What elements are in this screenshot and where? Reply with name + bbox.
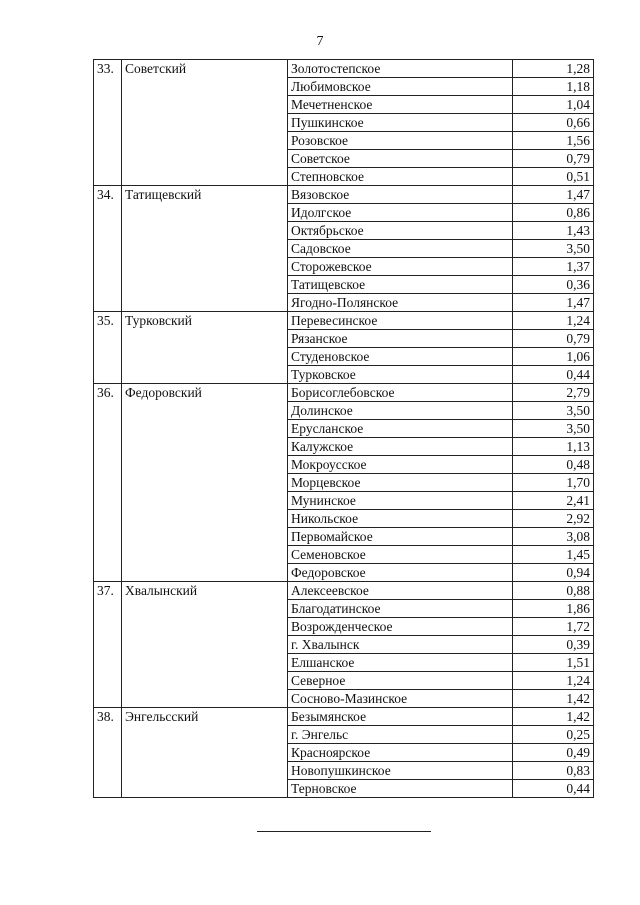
settlement-name: Степновское [288, 168, 513, 186]
footer-rule [257, 831, 431, 832]
settlement-value: 3,50 [513, 240, 594, 258]
settlement-value: 2,79 [513, 384, 594, 402]
settlement-name: Любимовское [288, 78, 513, 96]
settlement-name: Студеновское [288, 348, 513, 366]
settlement-name: Борисоглебовское [288, 384, 513, 402]
settlement-value: 1,28 [513, 60, 594, 78]
settlement-value: 1,06 [513, 348, 594, 366]
settlement-value: 1,51 [513, 654, 594, 672]
settlement-name: Долинское [288, 402, 513, 420]
settlement-value: 0,88 [513, 582, 594, 600]
settlement-name: Пушкинское [288, 114, 513, 132]
table-row [94, 582, 594, 600]
district-number: 35. [94, 312, 122, 384]
settlement-value: 0,39 [513, 636, 594, 654]
settlement-name: Советское [288, 150, 513, 168]
settlement-value: 1,42 [513, 690, 594, 708]
settlement-value: 0,49 [513, 744, 594, 762]
settlement-name: Федоровское [288, 564, 513, 582]
settlement-name: Мечетненское [288, 96, 513, 114]
district-name: Советский [122, 60, 288, 186]
settlement-value: 0,25 [513, 726, 594, 744]
district-name: Энгельсский [122, 708, 288, 798]
page-number: 7 [316, 34, 324, 49]
settlement-value: 0,44 [513, 780, 594, 798]
settlement-name: г. Хвалынск [288, 636, 513, 654]
settlement-value: 1,24 [513, 312, 594, 330]
settlement-value: 3,50 [513, 420, 594, 438]
district-number: 38. [94, 708, 122, 798]
table-row [94, 60, 594, 78]
settlement-value: 1,04 [513, 96, 594, 114]
settlement-name: Вязовское [288, 186, 513, 204]
district-number: 34. [94, 186, 122, 312]
settlement-name: Ягодно-Полянское [288, 294, 513, 312]
settlement-name: Семеновское [288, 546, 513, 564]
settlement-value: 1,86 [513, 600, 594, 618]
settlement-value: 1,56 [513, 132, 594, 150]
settlement-name: Терновское [288, 780, 513, 798]
settlement-name: Турковское [288, 366, 513, 384]
districts-table-body [94, 60, 594, 798]
settlement-value: 0,44 [513, 366, 594, 384]
district-name: Хвалынский [122, 582, 288, 708]
district-number: 37. [94, 582, 122, 708]
settlement-value: 3,08 [513, 528, 594, 546]
settlement-value: 0,48 [513, 456, 594, 474]
settlement-name: Сосново-Мазинское [288, 690, 513, 708]
settlement-value: 1,45 [513, 546, 594, 564]
settlement-name: Красноярское [288, 744, 513, 762]
settlement-value: 0,79 [513, 330, 594, 348]
settlement-value: 1,37 [513, 258, 594, 276]
settlement-value: 1,47 [513, 186, 594, 204]
settlement-name: Розовское [288, 132, 513, 150]
settlement-value: 1,18 [513, 78, 594, 96]
settlement-value: 0,36 [513, 276, 594, 294]
settlement-value: 2,41 [513, 492, 594, 510]
settlement-value: 1,42 [513, 708, 594, 726]
district-name: Федоровский [122, 384, 288, 582]
settlement-name: Перевесинское [288, 312, 513, 330]
settlement-value: 1,43 [513, 222, 594, 240]
settlement-name: Возрожденческое [288, 618, 513, 636]
district-name: Татищевский [122, 186, 288, 312]
settlement-value: 3,50 [513, 402, 594, 420]
table-row [94, 384, 594, 402]
settlement-name: Мокроусское [288, 456, 513, 474]
settlement-value: 2,92 [513, 510, 594, 528]
settlement-name: Северное [288, 672, 513, 690]
table-row [94, 708, 594, 726]
settlement-name: Первомайское [288, 528, 513, 546]
settlement-value: 1,70 [513, 474, 594, 492]
settlement-name: Ерусланское [288, 420, 513, 438]
settlement-value: 1,72 [513, 618, 594, 636]
settlement-value: 0,79 [513, 150, 594, 168]
settlement-value: 0,83 [513, 762, 594, 780]
districts-table [93, 59, 594, 798]
settlement-name: Татищевское [288, 276, 513, 294]
settlement-name: г. Энгельс [288, 726, 513, 744]
settlement-name: Сторожевское [288, 258, 513, 276]
district-number: 33. [94, 60, 122, 186]
settlement-name: Идолгское [288, 204, 513, 222]
settlement-name: Елшанское [288, 654, 513, 672]
settlement-name: Благодатинское [288, 600, 513, 618]
settlement-name: Безымянское [288, 708, 513, 726]
settlement-value: 0,94 [513, 564, 594, 582]
settlement-name: Калужское [288, 438, 513, 456]
settlement-value: 1,47 [513, 294, 594, 312]
settlement-name: Мунинское [288, 492, 513, 510]
settlement-name: Новопушкинское [288, 762, 513, 780]
settlement-name: Октябрьское [288, 222, 513, 240]
settlement-name: Садовское [288, 240, 513, 258]
settlement-value: 0,51 [513, 168, 594, 186]
table-row [94, 186, 594, 204]
district-name: Турковский [122, 312, 288, 384]
district-number: 36. [94, 384, 122, 582]
settlement-name: Алексеевское [288, 582, 513, 600]
settlement-value: 1,13 [513, 438, 594, 456]
settlement-name: Морцевское [288, 474, 513, 492]
settlement-name: Золотостепское [288, 60, 513, 78]
settlement-name: Никольское [288, 510, 513, 528]
settlement-name: Рязанское [288, 330, 513, 348]
settlement-value: 1,24 [513, 672, 594, 690]
settlement-value: 0,86 [513, 204, 594, 222]
settlement-value: 0,66 [513, 114, 594, 132]
table-row [94, 312, 594, 330]
